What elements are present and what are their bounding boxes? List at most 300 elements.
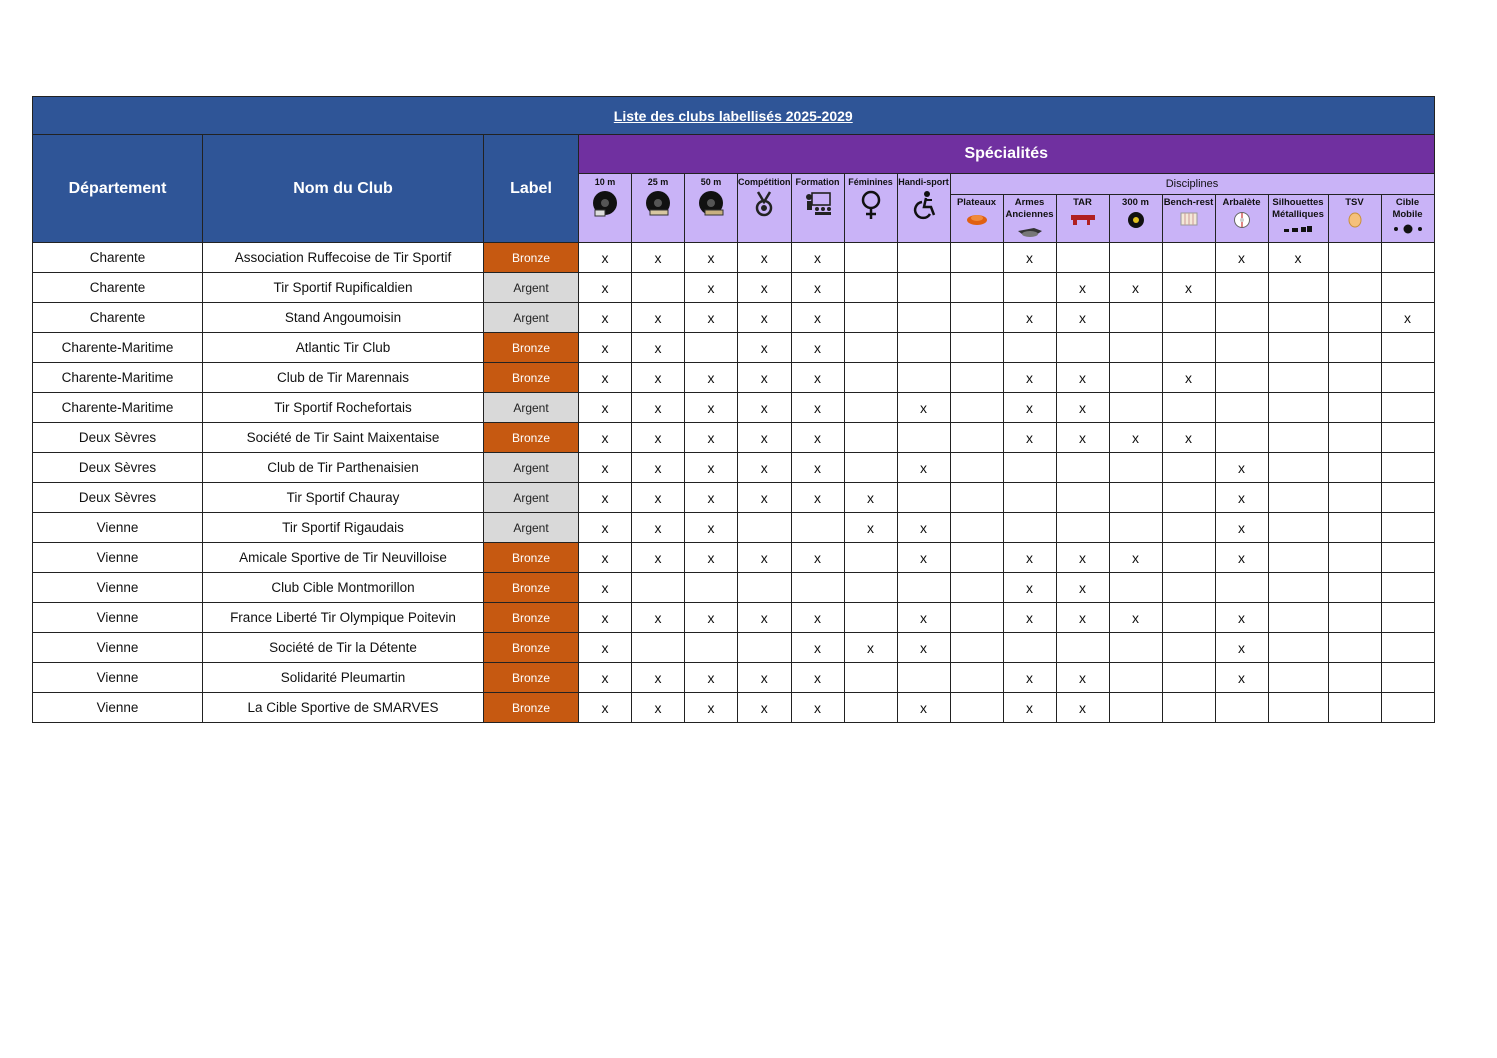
- header-specialites: Spécialités: [579, 135, 1435, 174]
- mark-cell-competition: x: [738, 453, 792, 483]
- mark-cell-10-m: x: [579, 603, 632, 633]
- mark-cell-bench-rest: [1162, 243, 1215, 273]
- mark-cell-armes-anciennes: [1003, 513, 1056, 543]
- mark-cell-10-m: x: [579, 633, 632, 663]
- mark-cell-formation: x: [791, 423, 844, 453]
- mark-cell-bench-rest: [1162, 453, 1215, 483]
- mark-cell-50-m: x: [685, 543, 738, 573]
- club-name-cell: France Liberté Tir Olympique Poitevin: [203, 603, 484, 633]
- mark-cell-25-m: [632, 633, 685, 663]
- mark-cell-bench-rest: [1162, 603, 1215, 633]
- mark-cell-silhouettes-metalliques: [1268, 393, 1328, 423]
- mark-cell-formation: x: [791, 603, 844, 633]
- mark-cell-silhouettes-metalliques: [1268, 633, 1328, 663]
- mark-cell-competition: x: [738, 423, 792, 453]
- table-row: [33, 693, 1435, 723]
- mark-cell-feminines: [844, 543, 897, 573]
- mark-cell-300-m: [1109, 333, 1162, 363]
- mark-cell-arbalete: x: [1215, 663, 1268, 693]
- col-header-armes-anciennes: [1003, 195, 1056, 243]
- mark-cell-tar: x: [1056, 543, 1109, 573]
- mark-cell-handi-sport: [897, 243, 950, 273]
- mark-cell-bench-rest: [1162, 333, 1215, 363]
- mark-cell-25-m: [632, 273, 685, 303]
- mark-cell-tsv: [1328, 393, 1381, 423]
- mark-cell-300-m: x: [1109, 543, 1162, 573]
- mark-cell-50-m: x: [685, 693, 738, 723]
- mark-cell-50-m: x: [685, 453, 738, 483]
- mark-cell-feminines: [844, 573, 897, 603]
- mark-cell-handi-sport: [897, 273, 950, 303]
- crossbow-target-icon: [1216, 211, 1268, 229]
- mark-cell-tar: x: [1056, 663, 1109, 693]
- mark-cell-silhouettes-metalliques: [1268, 333, 1328, 363]
- mark-cell-tar: [1056, 243, 1109, 273]
- header-departement: Département: [33, 135, 203, 243]
- target-300m-icon: [1110, 211, 1162, 229]
- mark-cell-silhouettes-metalliques: [1268, 453, 1328, 483]
- mark-cell-cible-mobile: [1381, 243, 1434, 273]
- mark-cell-formation: x: [791, 633, 844, 663]
- club-name-cell: Amicale Sportive de Tir Neuvilloise: [203, 543, 484, 573]
- departement-cell: Deux Sèvres: [33, 483, 203, 513]
- mark-cell-plateaux: [950, 543, 1003, 573]
- mark-cell-50-m: x: [685, 483, 738, 513]
- col-header-label: Silhouettes Métalliques: [1272, 197, 1324, 220]
- mark-cell-handi-sport: x: [897, 693, 950, 723]
- mark-cell-feminines: [844, 243, 897, 273]
- col-header-cible-mobile: [1381, 195, 1434, 243]
- mark-cell-silhouettes-metalliques: [1268, 603, 1328, 633]
- departement-cell: Deux Sèvres: [33, 423, 203, 453]
- mark-cell-50-m: x: [685, 393, 738, 423]
- mark-cell-cible-mobile: [1381, 483, 1434, 513]
- mark-cell-25-m: x: [632, 303, 685, 333]
- mark-cell-tar: x: [1056, 603, 1109, 633]
- mark-cell-competition: x: [738, 333, 792, 363]
- mark-cell-300-m: [1109, 363, 1162, 393]
- table-title-cell: [33, 97, 1435, 135]
- departement-cell: Vienne: [33, 603, 203, 633]
- col-header-plateaux: [950, 195, 1003, 243]
- col-header-50-m: [685, 174, 738, 243]
- club-name-cell: Société de Tir Saint Maixentaise: [203, 423, 484, 453]
- mark-cell-arbalete: x: [1215, 513, 1268, 543]
- mark-cell-armes-anciennes: x: [1003, 423, 1056, 453]
- col-header-label: Handi-sport: [898, 177, 949, 187]
- mark-cell-300-m: x: [1109, 273, 1162, 303]
- mark-cell-cible-mobile: [1381, 333, 1434, 363]
- table-row: [33, 543, 1435, 573]
- mark-cell-10-m: x: [579, 423, 632, 453]
- mark-cell-25-m: x: [632, 693, 685, 723]
- mark-cell-arbalete: x: [1215, 483, 1268, 513]
- label-badge: Bronze: [484, 573, 579, 603]
- departement-cell: Vienne: [33, 543, 203, 573]
- mark-cell-tar: [1056, 513, 1109, 543]
- mark-cell-50-m: x: [685, 243, 738, 273]
- mark-cell-bench-rest: x: [1162, 273, 1215, 303]
- label-badge: Argent: [484, 393, 579, 423]
- mark-cell-cible-mobile: [1381, 393, 1434, 423]
- mark-cell-25-m: x: [632, 663, 685, 693]
- departement-cell: Charente-Maritime: [33, 363, 203, 393]
- wheelchair-icon: [898, 190, 950, 220]
- mark-cell-50-m: x: [685, 603, 738, 633]
- mark-cell-armes-anciennes: [1003, 633, 1056, 663]
- mark-cell-feminines: [844, 273, 897, 303]
- mark-cell-25-m: x: [632, 423, 685, 453]
- mark-cell-25-m: x: [632, 483, 685, 513]
- mark-cell-tsv: [1328, 303, 1381, 333]
- mark-cell-handi-sport: [897, 303, 950, 333]
- col-header-300-m: [1109, 195, 1162, 243]
- mark-cell-plateaux: [950, 633, 1003, 663]
- label-badge: Bronze: [484, 243, 579, 273]
- mark-cell-10-m: x: [579, 693, 632, 723]
- mark-cell-armes-anciennes: x: [1003, 663, 1056, 693]
- mark-cell-formation: x: [791, 453, 844, 483]
- col-header-feminines: [844, 174, 897, 243]
- mark-cell-formation: x: [791, 333, 844, 363]
- mark-cell-cible-mobile: [1381, 423, 1434, 453]
- mark-cell-feminines: x: [844, 513, 897, 543]
- mark-cell-50-m: x: [685, 273, 738, 303]
- mark-cell-competition: x: [738, 393, 792, 423]
- col-header-label: Armes Anciennes: [1005, 197, 1054, 220]
- club-name-cell: Atlantic Tir Club: [203, 333, 484, 363]
- table-row: [33, 333, 1435, 363]
- mark-cell-tsv: [1328, 633, 1381, 663]
- departement-cell: Charente: [33, 243, 203, 273]
- mark-cell-feminines: x: [844, 483, 897, 513]
- rifle-icon: [1057, 211, 1109, 227]
- mark-cell-cible-mobile: [1381, 693, 1434, 723]
- col-header-arbalete: [1215, 195, 1268, 243]
- mark-cell-bench-rest: [1162, 303, 1215, 333]
- club-name-cell: Stand Angoumoisin: [203, 303, 484, 333]
- mark-cell-tsv: [1328, 453, 1381, 483]
- mark-cell-handi-sport: [897, 663, 950, 693]
- col-header-25-m: [632, 174, 685, 243]
- mark-cell-silhouettes-metalliques: [1268, 543, 1328, 573]
- mark-cell-formation: x: [791, 543, 844, 573]
- medal-icon: [738, 190, 791, 218]
- table-row: [33, 573, 1435, 603]
- mark-cell-tsv: [1328, 333, 1381, 363]
- mark-cell-cible-mobile: [1381, 513, 1434, 543]
- mark-cell-tar: x: [1056, 573, 1109, 603]
- female-icon: [845, 190, 897, 220]
- mark-cell-bench-rest: [1162, 633, 1215, 663]
- club-name-cell: Club Cible Montmorillon: [203, 573, 484, 603]
- mark-cell-tar: x: [1056, 393, 1109, 423]
- mark-cell-tar: x: [1056, 693, 1109, 723]
- mark-cell-tsv: [1328, 693, 1381, 723]
- col-header-formation: [791, 174, 844, 243]
- mark-cell-bench-rest: [1162, 483, 1215, 513]
- col-header-label: Cible Mobile: [1392, 197, 1423, 220]
- departement-cell: Charente-Maritime: [33, 393, 203, 423]
- mark-cell-10-m: x: [579, 483, 632, 513]
- mark-cell-cible-mobile: [1381, 363, 1434, 393]
- mark-cell-silhouettes-metalliques: [1268, 273, 1328, 303]
- bench-rest-icon: [1163, 211, 1215, 227]
- mark-cell-feminines: [844, 693, 897, 723]
- mark-cell-50-m: x: [685, 363, 738, 393]
- mark-cell-formation: x: [791, 483, 844, 513]
- mark-cell-10-m: x: [579, 363, 632, 393]
- table-row: [33, 273, 1435, 303]
- mark-cell-10-m: x: [579, 573, 632, 603]
- mark-cell-300-m: [1109, 243, 1162, 273]
- mark-cell-feminines: [844, 333, 897, 363]
- club-name-cell: Association Ruffecoise de Tir Sportif: [203, 243, 484, 273]
- mark-cell-armes-anciennes: x: [1003, 693, 1056, 723]
- table-title: Liste des clubs labellisés 2025-2029: [613, 107, 853, 124]
- mark-cell-300-m: [1109, 393, 1162, 423]
- mark-cell-50-m: x: [685, 663, 738, 693]
- mark-cell-bench-rest: [1162, 663, 1215, 693]
- club-name-cell: La Cible Sportive de SMARVES: [203, 693, 484, 723]
- mark-cell-armes-anciennes: [1003, 273, 1056, 303]
- mark-cell-cible-mobile: [1381, 633, 1434, 663]
- departement-cell: Vienne: [33, 633, 203, 663]
- departement-cell: Deux Sèvres: [33, 453, 203, 483]
- mark-cell-competition: [738, 573, 792, 603]
- mark-cell-cible-mobile: [1381, 273, 1434, 303]
- mark-cell-handi-sport: [897, 483, 950, 513]
- mark-cell-tar: [1056, 453, 1109, 483]
- mark-cell-300-m: [1109, 633, 1162, 663]
- mark-cell-300-m: x: [1109, 423, 1162, 453]
- mark-cell-silhouettes-metalliques: [1268, 573, 1328, 603]
- mark-cell-25-m: x: [632, 333, 685, 363]
- label-badge: Argent: [484, 273, 579, 303]
- mark-cell-tsv: [1328, 573, 1381, 603]
- moving-target-icon: [1382, 223, 1434, 235]
- mark-cell-plateaux: [950, 423, 1003, 453]
- col-header-label: Arbalète: [1222, 197, 1261, 208]
- target-25m-icon: [632, 190, 684, 218]
- mark-cell-plateaux: [950, 663, 1003, 693]
- col-header-bench-rest: [1162, 195, 1215, 243]
- label-badge: Bronze: [484, 663, 579, 693]
- table-row: [33, 393, 1435, 423]
- mark-cell-handi-sport: x: [897, 603, 950, 633]
- tsv-icon: [1329, 211, 1381, 229]
- mark-cell-formation: x: [791, 663, 844, 693]
- mark-cell-300-m: [1109, 573, 1162, 603]
- departement-cell: Vienne: [33, 573, 203, 603]
- mark-cell-cible-mobile: x: [1381, 303, 1434, 333]
- mark-cell-feminines: [844, 393, 897, 423]
- mark-cell-feminines: [844, 363, 897, 393]
- mark-cell-10-m: x: [579, 543, 632, 573]
- mark-cell-tsv: [1328, 543, 1381, 573]
- departement-cell: Charente: [33, 273, 203, 303]
- teaching-icon: [792, 190, 844, 218]
- mark-cell-feminines: [844, 603, 897, 633]
- label-badge: Bronze: [484, 543, 579, 573]
- mark-cell-handi-sport: [897, 423, 950, 453]
- mark-cell-formation: x: [791, 693, 844, 723]
- mark-cell-tar: x: [1056, 273, 1109, 303]
- mark-cell-tsv: [1328, 663, 1381, 693]
- table-row: [33, 603, 1435, 633]
- mark-cell-silhouettes-metalliques: [1268, 513, 1328, 543]
- label-badge: Bronze: [484, 423, 579, 453]
- mark-cell-handi-sport: [897, 573, 950, 603]
- departement-cell: Charente: [33, 303, 203, 333]
- mark-cell-handi-sport: [897, 333, 950, 363]
- table-row: [33, 633, 1435, 663]
- animal-silhouettes-icon: [1269, 223, 1328, 235]
- label-badge: Argent: [484, 483, 579, 513]
- mark-cell-10-m: x: [579, 513, 632, 543]
- mark-cell-formation: x: [791, 273, 844, 303]
- col-header-label: 10 m: [594, 177, 616, 187]
- col-header-label: Plateaux: [956, 197, 997, 208]
- label-badge: Bronze: [484, 603, 579, 633]
- mark-cell-bench-rest: [1162, 393, 1215, 423]
- mark-cell-tar: [1056, 333, 1109, 363]
- mark-cell-silhouettes-metalliques: [1268, 423, 1328, 453]
- col-header-label: Formation: [795, 177, 840, 187]
- mark-cell-handi-sport: x: [897, 543, 950, 573]
- label-badge: Bronze: [484, 633, 579, 663]
- mark-cell-300-m: [1109, 483, 1162, 513]
- mark-cell-plateaux: [950, 513, 1003, 543]
- mark-cell-competition: x: [738, 693, 792, 723]
- label-badge: Bronze: [484, 333, 579, 363]
- mark-cell-armes-anciennes: x: [1003, 303, 1056, 333]
- mark-cell-10-m: x: [579, 663, 632, 693]
- mark-cell-tar: x: [1056, 363, 1109, 393]
- header-nom-club: Nom du Club: [203, 135, 484, 243]
- club-name-cell: Tir Sportif Rochefortais: [203, 393, 484, 423]
- mark-cell-silhouettes-metalliques: [1268, 363, 1328, 393]
- mark-cell-plateaux: [950, 693, 1003, 723]
- mark-cell-competition: x: [738, 363, 792, 393]
- col-header-label: Compétition: [738, 177, 791, 187]
- target-10m-icon: [579, 190, 631, 218]
- mark-cell-tsv: [1328, 363, 1381, 393]
- mark-cell-handi-sport: x: [897, 393, 950, 423]
- col-header-label: 25 m: [647, 177, 669, 187]
- mark-cell-armes-anciennes: [1003, 453, 1056, 483]
- mark-cell-tar: [1056, 483, 1109, 513]
- col-header-label: Féminines: [848, 177, 893, 187]
- col-header-competition: [738, 174, 792, 243]
- mark-cell-arbalete: x: [1215, 543, 1268, 573]
- mark-cell-arbalete: [1215, 273, 1268, 303]
- mark-cell-tsv: [1328, 273, 1381, 303]
- mark-cell-bench-rest: x: [1162, 423, 1215, 453]
- target-50m-icon: [685, 190, 737, 218]
- mark-cell-formation: x: [791, 303, 844, 333]
- col-header-10-m: [579, 174, 632, 243]
- mark-cell-handi-sport: x: [897, 633, 950, 663]
- mark-cell-tsv: [1328, 513, 1381, 543]
- mark-cell-cible-mobile: [1381, 663, 1434, 693]
- club-name-cell: Solidarité Pleumartin: [203, 663, 484, 693]
- col-header-handi-sport: [897, 174, 950, 243]
- mark-cell-bench-rest: [1162, 543, 1215, 573]
- table-row: [33, 663, 1435, 693]
- mark-cell-25-m: x: [632, 393, 685, 423]
- clay-target-icon: [951, 211, 1003, 227]
- mark-cell-300-m: x: [1109, 603, 1162, 633]
- mark-cell-armes-anciennes: x: [1003, 543, 1056, 573]
- mark-cell-arbalete: [1215, 363, 1268, 393]
- club-name-cell: Tir Sportif Chauray: [203, 483, 484, 513]
- mark-cell-plateaux: [950, 243, 1003, 273]
- departement-cell: Vienne: [33, 693, 203, 723]
- mark-cell-plateaux: [950, 303, 1003, 333]
- club-name-cell: Tir Sportif Rigaudais: [203, 513, 484, 543]
- mark-cell-formation: [791, 513, 844, 543]
- mark-cell-arbalete: [1215, 693, 1268, 723]
- mark-cell-handi-sport: x: [897, 513, 950, 543]
- clubs-table: [32, 96, 1435, 723]
- mark-cell-armes-anciennes: [1003, 333, 1056, 363]
- col-header-label: TAR: [1073, 197, 1092, 208]
- mark-cell-feminines: x: [844, 633, 897, 663]
- mark-cell-25-m: x: [632, 603, 685, 633]
- mark-cell-competition: x: [738, 273, 792, 303]
- mark-cell-50-m: [685, 333, 738, 363]
- mark-cell-armes-anciennes: [1003, 483, 1056, 513]
- mark-cell-300-m: [1109, 513, 1162, 543]
- mark-cell-arbalete: x: [1215, 633, 1268, 663]
- mark-cell-arbalete: [1215, 423, 1268, 453]
- mark-cell-bench-rest: [1162, 693, 1215, 723]
- mark-cell-10-m: x: [579, 243, 632, 273]
- table-row: [33, 483, 1435, 513]
- mark-cell-cible-mobile: [1381, 453, 1434, 483]
- mark-cell-10-m: x: [579, 333, 632, 363]
- label-badge: Argent: [484, 513, 579, 543]
- mark-cell-armes-anciennes: x: [1003, 363, 1056, 393]
- mark-cell-plateaux: [950, 273, 1003, 303]
- col-header-label: Bench-rest: [1163, 197, 1214, 208]
- departement-cell: Vienne: [33, 513, 203, 543]
- table-row: [33, 303, 1435, 333]
- mark-cell-tsv: [1328, 423, 1381, 453]
- mark-cell-50-m: [685, 573, 738, 603]
- col-header-tsv: [1328, 195, 1381, 243]
- mark-cell-feminines: [844, 663, 897, 693]
- label-badge: Argent: [484, 453, 579, 483]
- mark-cell-50-m: x: [685, 423, 738, 453]
- mark-cell-bench-rest: x: [1162, 363, 1215, 393]
- mark-cell-competition: x: [738, 243, 792, 273]
- mark-cell-cible-mobile: [1381, 543, 1434, 573]
- mark-cell-25-m: x: [632, 363, 685, 393]
- mark-cell-plateaux: [950, 333, 1003, 363]
- mark-cell-plateaux: [950, 573, 1003, 603]
- header-label: Label: [484, 135, 579, 243]
- mark-cell-formation: [791, 573, 844, 603]
- departement-cell: Vienne: [33, 663, 203, 693]
- col-header-label: 300 m: [1122, 197, 1149, 208]
- table-row: [33, 453, 1435, 483]
- mark-cell-arbalete: [1215, 393, 1268, 423]
- mark-cell-25-m: x: [632, 243, 685, 273]
- mark-cell-300-m: [1109, 693, 1162, 723]
- club-name-cell: Société de Tir la Détente: [203, 633, 484, 663]
